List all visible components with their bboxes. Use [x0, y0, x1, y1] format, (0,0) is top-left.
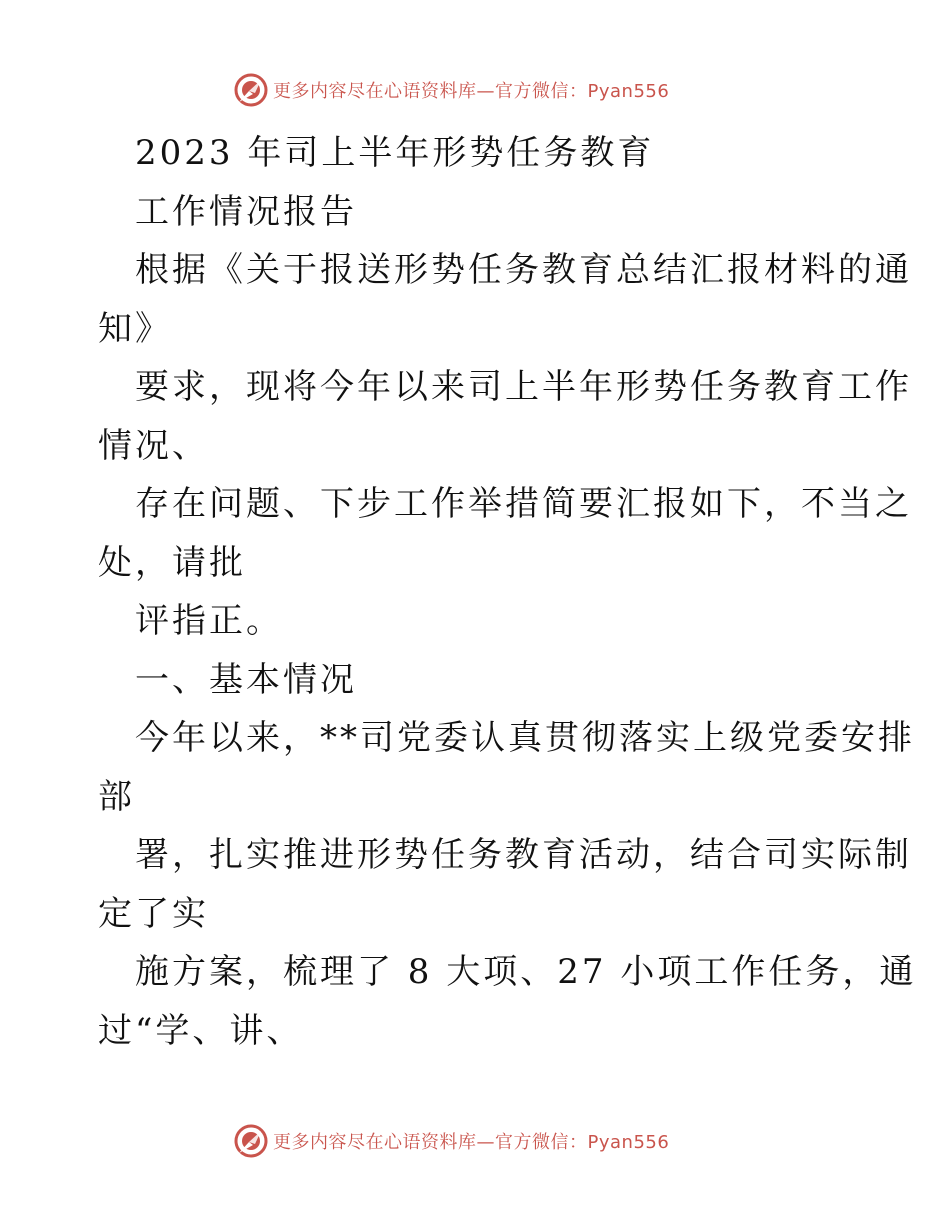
text-line: 施方案，梳理了 8 大项、27 小项工作任务，通 — [135, 952, 917, 992]
pen-nib-circle-icon — [233, 1123, 269, 1159]
text-line: 评指正。 — [135, 601, 283, 641]
text-line: 一、基本情况 — [135, 659, 357, 700]
text-line: 部 — [98, 776, 135, 817]
text-line: 过“学、讲、 — [98, 1010, 304, 1051]
text-line: 处，请批 — [98, 542, 246, 583]
text-line: 定了实 — [98, 893, 209, 934]
watermark-text: 更多内容尽在心语资料库—官方微信：Pyan556 — [273, 1132, 670, 1153]
header-watermark — [233, 72, 669, 108]
text-line: 知》 — [98, 308, 172, 349]
text-line: 要求，现将今年以来司上半年形势任务教育工作 — [135, 367, 912, 407]
text-line: 情况、 — [98, 425, 209, 466]
document-body — [98, 124, 917, 1060]
text-line: 工作情况报告 — [135, 191, 357, 232]
text-line: 2023 年司上半年形势任务教育 — [135, 133, 655, 173]
text-line: 存在问题、下步工作举措简要汇报如下，不当之 — [135, 484, 912, 524]
text-line: 根据《关于报送形势任务教育总结汇报材料的通 — [135, 250, 912, 290]
text-line: 署，扎实推进形势任务教育活动，结合司实际制 — [135, 835, 912, 875]
watermark-text: 更多内容尽在心语资料库—官方微信：Pyan556 — [273, 81, 670, 102]
text-line: 今年以来，**司党委认真贯彻落实上级党委安排 — [135, 718, 915, 758]
footer-watermark — [233, 1123, 669, 1159]
pen-nib-circle-icon — [233, 72, 269, 108]
